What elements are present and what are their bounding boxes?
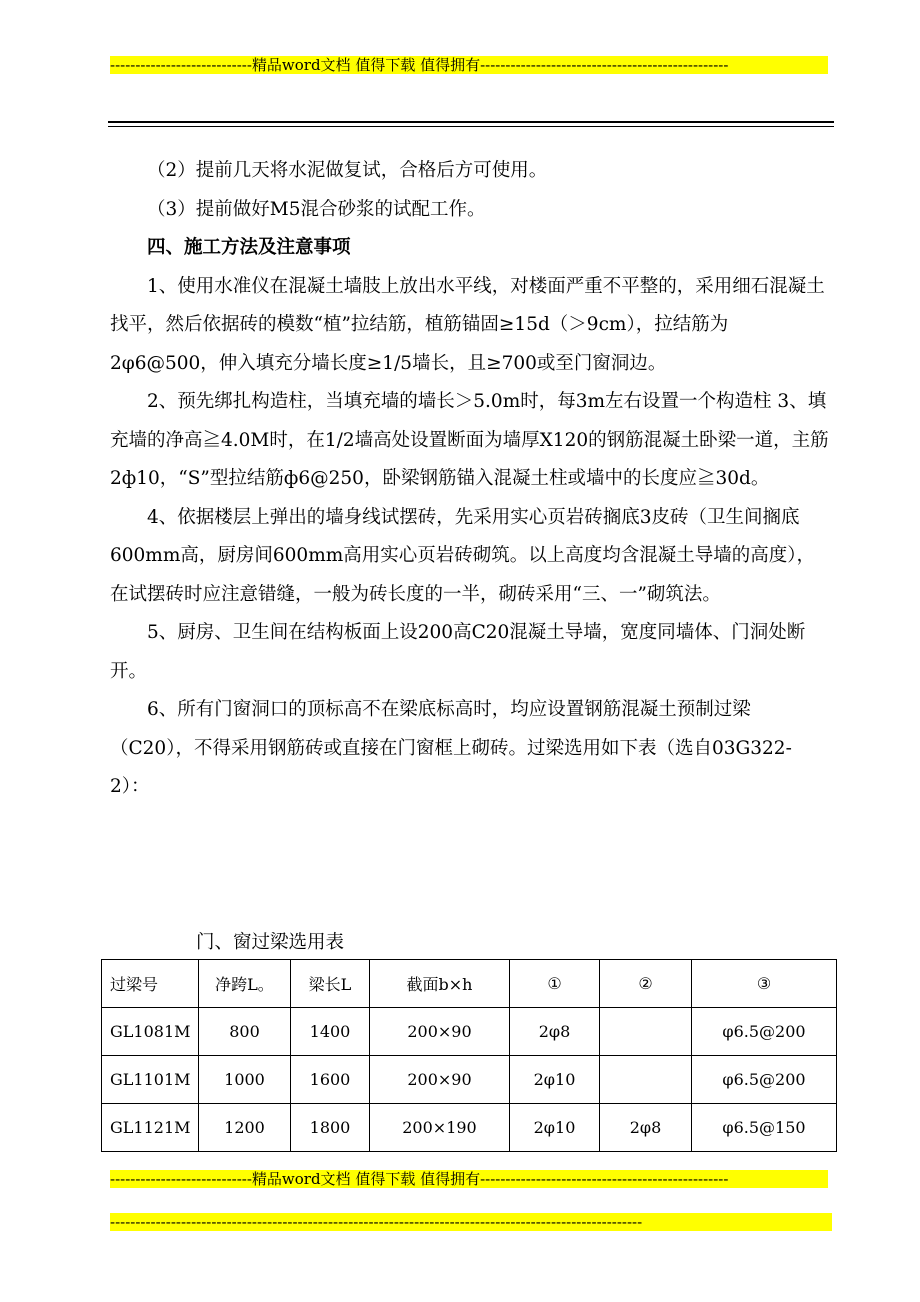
table-cell: 1600: [291, 1056, 370, 1104]
table-cell: φ6.5@200: [692, 1056, 837, 1104]
table-cell: 2φ10: [510, 1056, 600, 1104]
header-cell: 截面b×h: [370, 960, 510, 1008]
table-cell: 200×190: [370, 1104, 510, 1152]
paragraph-step-6: 6、所有门窗洞口的顶标高不在梁底标高时，均应设置钢筋混凝土预制过梁（C20），不得采用钢筋砖或直接在门窗框上砌砖。过梁选用如下表（选自03G322-2）：: [110, 699, 792, 797]
table-cell: 1400: [291, 1008, 370, 1056]
table-header-row: [102, 960, 837, 1008]
header-rule-thick: [108, 121, 834, 123]
paragraph-step-5: 5、厨房、卫生间在结构板面上设200高C20混凝土导墙，宽度同墙体、门洞处断开。: [110, 622, 806, 682]
paragraph-step-1: 1、使用水准仪在混凝土墙肢上放出水平线，对楼面严重不平整的，采用细石混凝土找平，然后依据砖的模数“植”拉结筋，植筋锚固≥15d（＞9cm），拉结筋为2φ6@500，伸入填充分墙长度≥1/5墙长，且≥700或至门窗洞边。: [110, 275, 825, 374]
lintel-selection-table: [101, 959, 837, 1152]
table-cell: GL1081M: [102, 1008, 199, 1056]
table-title: 门、窗过梁选用表: [196, 932, 345, 953]
table-cell: [600, 1008, 692, 1056]
table-cell: 1200: [199, 1104, 291, 1152]
paragraph-mortar-trial: （3）提前做好M5混合砂浆的试配工作。: [147, 198, 486, 220]
table-row: [102, 1008, 837, 1056]
header-rule-thin: [108, 126, 834, 127]
table-cell: 800: [199, 1008, 291, 1056]
table-cell: 2φ10: [510, 1104, 600, 1152]
header-banner: ----------------------------精品word文档 值得下载 值得拥有-------------------------------------------------: [110, 56, 828, 74]
header-cell: ①: [510, 960, 600, 1008]
table-row: [102, 1104, 837, 1152]
table-cell: 2φ8: [600, 1104, 692, 1152]
table-row: [102, 1056, 837, 1104]
paragraph-step-4: 4、依据楼层上弹出的墙身线试摆砖，先采用实心页岩砖搁底3皮砖（卫生间搁底600mm高，厨房间600mm高用实心页岩砖砌筑。以上高度均含混凝土导墙的高度），在试摆砖时应注意错缝，一般为砖长度的一半，砌砖采用“三、一”砌筑法。: [110, 506, 816, 605]
table-cell: 1800: [291, 1104, 370, 1152]
table-cell: GL1121M: [102, 1104, 199, 1152]
paragraph-step-2-3: 2、预先绑扎构造柱，当填充墙的墙长＞5.0m时，每3m左右设置一个构造柱 3、填充墙的净高≧4.0M时，在1/2墙高处设置断面为墙厚X120的钢筋混凝土卧梁一道，主筋2ф10，“S”型拉结筋ф6@250，卧梁钢筋锚入混凝土柱或墙中的长度应≧30d。: [110, 391, 829, 489]
table-cell: 2φ8: [510, 1008, 600, 1056]
table-cell: GL1101M: [102, 1056, 199, 1104]
header-cell: 梁长L: [291, 960, 370, 1008]
header-cell: ②: [600, 960, 692, 1008]
table-cell: φ6.5@200: [692, 1008, 837, 1056]
paragraph-cement-retest: （2）提前几天将水泥做复试，合格后方可使用。: [147, 160, 548, 181]
header-cell: ③: [692, 960, 837, 1008]
table-cell: 1000: [199, 1056, 291, 1104]
header-cell: 过梁号: [102, 960, 199, 1008]
footer-banner: ----------------------------精品word文档 值得下载 值得拥有-------------------------------------------------: [110, 1170, 828, 1188]
table-cell: 200×90: [370, 1056, 510, 1104]
table-cell: 200×90: [370, 1008, 510, 1056]
document-body: [110, 152, 830, 807]
table-cell: φ6.5@150: [692, 1104, 837, 1152]
footer-divider-line: ---------------------------------------------------------------------------------------------------------: [110, 1213, 832, 1231]
table-cell: [600, 1056, 692, 1104]
section-heading: 四、施工方法及注意事项: [147, 237, 351, 258]
header-cell: 净跨L。: [199, 960, 291, 1008]
